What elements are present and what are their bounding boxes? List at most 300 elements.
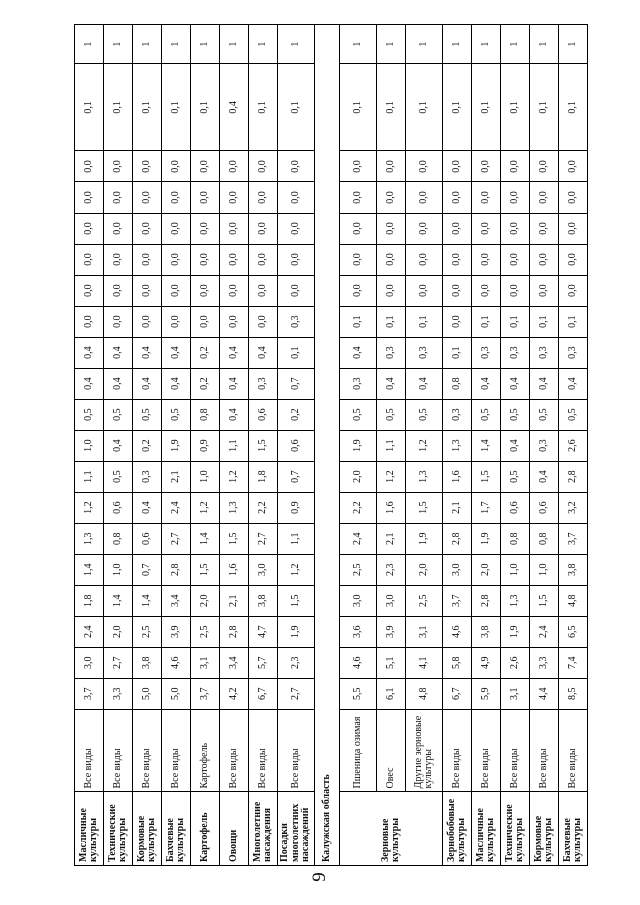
value-cell: 0,1 — [559, 64, 588, 151]
value-cell: 0,0 — [340, 244, 377, 275]
value-cell: 0,5 — [472, 399, 501, 430]
value-cell: 1,2 — [191, 492, 220, 523]
value-cell: 0,0 — [104, 275, 133, 306]
value-cell: 2,8 — [220, 616, 249, 647]
value-cell: 2,0 — [191, 585, 220, 616]
value-cell: 0,1 — [530, 306, 559, 337]
value-cell: 0,0 — [75, 182, 104, 213]
value-cell: 2,7 — [249, 523, 278, 554]
value-cell: 0,0 — [406, 182, 443, 213]
value-cell: 0,1 — [191, 64, 220, 151]
crop-name: Зернобобовые культуры — [443, 792, 472, 866]
value-cell: 0,0 — [501, 213, 530, 244]
value-cell: 0,1 — [340, 306, 377, 337]
value-cell: 0,5 — [501, 461, 530, 492]
value-cell: 0,0 — [278, 275, 315, 306]
value-cell: 3,4 — [162, 585, 191, 616]
value-cell: 0,0 — [559, 244, 588, 275]
value-cell: 1 — [501, 25, 530, 64]
value-cell: 0,5 — [162, 399, 191, 430]
value-cell: 3,0 — [249, 554, 278, 585]
value-cell: 0,3 — [340, 368, 377, 399]
value-cell: 3,1 — [406, 616, 443, 647]
value-cell: 0,6 — [501, 492, 530, 523]
value-cell: 0,4 — [501, 430, 530, 461]
crop-kind: Все виды — [249, 709, 278, 792]
value-cell: 1,0 — [530, 554, 559, 585]
value-cell: 1,1 — [377, 430, 406, 461]
value-cell: 1,8 — [249, 461, 278, 492]
value-cell: 1 — [559, 25, 588, 64]
value-cell: 3,7 — [75, 678, 104, 709]
value-cell: 1,5 — [278, 585, 315, 616]
value-cell: 3,3 — [530, 647, 559, 678]
value-cell: 1 — [443, 25, 472, 64]
value-cell: 1,6 — [443, 461, 472, 492]
value-cell: 2,1 — [377, 523, 406, 554]
table-row — [315, 25, 340, 866]
value-cell: 1,9 — [278, 616, 315, 647]
value-cell: 1,4 — [104, 585, 133, 616]
value-cell: 0,8 — [530, 523, 559, 554]
value-cell: 0,4 — [133, 368, 162, 399]
table-row — [559, 25, 588, 866]
value-cell: 1,2 — [278, 554, 315, 585]
value-cell: 0,5 — [104, 399, 133, 430]
value-cell: 1,3 — [443, 430, 472, 461]
table-row — [191, 25, 220, 866]
value-cell: 5,5 — [340, 678, 377, 709]
value-cell: 0,0 — [278, 151, 315, 182]
value-cell: 1 — [133, 25, 162, 64]
value-cell: 3,7 — [443, 585, 472, 616]
damage-coefficients-table — [74, 24, 588, 866]
value-cell: 0,8 — [191, 399, 220, 430]
value-cell: 0,0 — [249, 306, 278, 337]
value-cell: 0,1 — [377, 306, 406, 337]
value-cell: 0,6 — [104, 492, 133, 523]
value-cell: 5,1 — [377, 647, 406, 678]
value-cell: 3,8 — [559, 554, 588, 585]
value-cell: 4,7 — [249, 616, 278, 647]
value-cell: 2,3 — [377, 554, 406, 585]
value-cell: 0,0 — [104, 213, 133, 244]
value-cell: 0,0 — [104, 244, 133, 275]
table-row — [472, 25, 501, 866]
value-cell: 1,4 — [75, 554, 104, 585]
value-cell: 6,5 — [559, 616, 588, 647]
value-cell: 0,4 — [162, 368, 191, 399]
value-cell: 2,8 — [559, 461, 588, 492]
value-cell: 7,4 — [559, 647, 588, 678]
table-row — [249, 25, 278, 866]
value-cell: 0,0 — [443, 213, 472, 244]
value-cell: 0,0 — [472, 182, 501, 213]
value-cell: 0,0 — [220, 244, 249, 275]
value-cell: 0,2 — [278, 399, 315, 430]
value-cell: 6,7 — [443, 678, 472, 709]
value-cell: 0,0 — [530, 244, 559, 275]
value-cell: 0,0 — [443, 244, 472, 275]
table-row — [220, 25, 249, 866]
value-cell: 0,0 — [104, 151, 133, 182]
crop-name: Кормовые культуры — [530, 792, 559, 866]
value-cell: 0,0 — [406, 244, 443, 275]
value-cell: 1,3 — [75, 523, 104, 554]
value-cell: 0,4 — [133, 337, 162, 368]
value-cell: 0,0 — [472, 275, 501, 306]
value-cell: 0,3 — [472, 337, 501, 368]
value-cell: 4,6 — [340, 647, 377, 678]
value-cell: 1,4 — [133, 585, 162, 616]
value-cell: 3,1 — [191, 647, 220, 678]
value-cell: 0,0 — [501, 275, 530, 306]
value-cell: 1,7 — [472, 492, 501, 523]
value-cell: 0,0 — [249, 275, 278, 306]
value-cell: 2,8 — [443, 523, 472, 554]
value-cell: 0,1 — [340, 64, 377, 151]
value-cell: 0,0 — [278, 182, 315, 213]
value-cell: 0,1 — [162, 64, 191, 151]
value-cell: 1,5 — [191, 554, 220, 585]
value-cell: 1 — [278, 25, 315, 64]
value-cell: 2,8 — [162, 554, 191, 585]
value-cell: 2,5 — [133, 616, 162, 647]
crop-kind: Все виды — [278, 709, 315, 792]
value-cell: 0,1 — [406, 306, 443, 337]
value-cell: 0,0 — [377, 213, 406, 244]
value-cell: 1,5 — [249, 430, 278, 461]
value-cell: 4,6 — [443, 616, 472, 647]
value-cell: 0,4 — [406, 368, 443, 399]
value-cell: 0,0 — [75, 275, 104, 306]
value-cell: 3,8 — [472, 616, 501, 647]
value-cell: 0,6 — [530, 492, 559, 523]
value-cell: 1,4 — [472, 430, 501, 461]
crop-name: Посадки многолетних насаждений — [278, 792, 315, 866]
value-cell: 0,0 — [220, 151, 249, 182]
table-row — [377, 25, 406, 866]
value-cell: 1 — [530, 25, 559, 64]
table-row — [133, 25, 162, 866]
value-cell: 1 — [340, 25, 377, 64]
value-cell: 0,2 — [191, 368, 220, 399]
crop-kind: Все виды — [443, 709, 472, 792]
value-cell: 2,4 — [162, 492, 191, 523]
value-cell: 0,1 — [472, 306, 501, 337]
value-cell: 0,0 — [530, 213, 559, 244]
value-cell: 4,8 — [559, 585, 588, 616]
value-cell: 1,5 — [406, 492, 443, 523]
value-cell: 0,3 — [530, 337, 559, 368]
value-cell: 0,1 — [278, 64, 315, 151]
value-cell: 0,0 — [377, 151, 406, 182]
value-cell: 5,0 — [162, 678, 191, 709]
value-cell: 1,1 — [278, 523, 315, 554]
crop-kind: Все виды — [472, 709, 501, 792]
value-cell: 0,0 — [133, 213, 162, 244]
value-cell: 0,0 — [133, 244, 162, 275]
crop-kind: Все виды — [220, 709, 249, 792]
value-cell: 0,5 — [406, 399, 443, 430]
value-cell: 0,5 — [104, 461, 133, 492]
value-cell: 5,7 — [249, 647, 278, 678]
value-cell: 1,3 — [220, 492, 249, 523]
value-cell: 0,3 — [278, 306, 315, 337]
value-cell: 2,0 — [472, 554, 501, 585]
value-cell: 0,4 — [377, 368, 406, 399]
value-cell: 2,0 — [340, 461, 377, 492]
value-cell: 1,2 — [377, 461, 406, 492]
value-cell: 0,1 — [377, 64, 406, 151]
value-cell: 0,0 — [501, 151, 530, 182]
value-cell: 0,3 — [377, 337, 406, 368]
region-label: Калужская область — [315, 709, 340, 865]
value-cell: 0,0 — [340, 182, 377, 213]
value-cell: 0,4 — [220, 368, 249, 399]
value-cell: 0,0 — [278, 244, 315, 275]
value-cell: 1 — [377, 25, 406, 64]
value-cell: 0,0 — [249, 182, 278, 213]
value-cell: 0,7 — [278, 461, 315, 492]
value-cell: 0,0 — [443, 306, 472, 337]
value-cell: 0,3 — [249, 368, 278, 399]
value-cell: 0,4 — [220, 337, 249, 368]
value-cell: 1,9 — [162, 430, 191, 461]
value-cell: 1,0 — [104, 554, 133, 585]
value-cell: 4,2 — [220, 678, 249, 709]
value-cell: 0,6 — [278, 430, 315, 461]
value-cell: 1 — [249, 25, 278, 64]
value-cell: 0,4 — [162, 337, 191, 368]
value-cell: 0,0 — [162, 306, 191, 337]
value-cell: 4,1 — [406, 647, 443, 678]
value-cell: 4,9 — [472, 647, 501, 678]
crop-name: Зерновые культуры — [340, 792, 443, 866]
value-cell: 2,1 — [220, 585, 249, 616]
value-cell: 0,0 — [133, 151, 162, 182]
table-body — [75, 25, 588, 866]
value-cell: 3,7 — [191, 678, 220, 709]
value-cell: 0,0 — [377, 182, 406, 213]
value-cell: 0,0 — [406, 275, 443, 306]
value-cell: 0,0 — [501, 244, 530, 275]
value-cell: 0,0 — [191, 306, 220, 337]
value-cell: 0,4 — [75, 368, 104, 399]
value-cell: 0,8 — [501, 523, 530, 554]
crop-name: Бахчевые культуры — [559, 792, 588, 866]
value-cell: 0,0 — [220, 213, 249, 244]
value-cell: 0,6 — [249, 399, 278, 430]
value-cell: 0,8 — [104, 523, 133, 554]
value-cell: 0,4 — [340, 337, 377, 368]
value-cell: 0,0 — [162, 213, 191, 244]
crop-name: Масличные культуры — [75, 792, 104, 866]
value-cell: 0,0 — [340, 275, 377, 306]
value-cell: 1,1 — [220, 430, 249, 461]
crop-name: Овощи — [220, 792, 249, 866]
value-cell: 1,6 — [377, 492, 406, 523]
value-cell: 3,6 — [340, 616, 377, 647]
value-cell: 0,0 — [104, 182, 133, 213]
value-cell: 5,8 — [443, 647, 472, 678]
value-cell: 0,1 — [501, 64, 530, 151]
value-cell: 1,2 — [220, 461, 249, 492]
value-cell: 0,3 — [501, 337, 530, 368]
value-cell: 0,1 — [406, 64, 443, 151]
value-cell: 0,6 — [133, 523, 162, 554]
value-cell: 1,2 — [75, 492, 104, 523]
value-cell: 0,0 — [191, 182, 220, 213]
value-cell: 1,9 — [406, 523, 443, 554]
value-cell: 0,0 — [191, 275, 220, 306]
crop-kind: Картофель — [191, 709, 220, 792]
value-cell: 3,9 — [162, 616, 191, 647]
value-cell: 0,0 — [191, 151, 220, 182]
value-cell: 0,1 — [278, 337, 315, 368]
crop-kind: Все виды — [104, 709, 133, 792]
value-cell: 0,0 — [75, 213, 104, 244]
value-cell: 0,0 — [501, 182, 530, 213]
value-cell: 2,4 — [530, 616, 559, 647]
value-cell: 0,0 — [530, 275, 559, 306]
value-cell: 0,0 — [191, 244, 220, 275]
value-cell: 0,0 — [249, 213, 278, 244]
value-cell: 3,0 — [75, 647, 104, 678]
value-cell: 4,6 — [162, 647, 191, 678]
crop-kind: Все виды — [501, 709, 530, 792]
value-cell: 0,0 — [530, 151, 559, 182]
value-cell: 0,0 — [530, 182, 559, 213]
value-cell: 3,9 — [377, 616, 406, 647]
value-cell: 0,1 — [443, 64, 472, 151]
value-cell: 0,3 — [559, 337, 588, 368]
value-cell: 0,0 — [278, 213, 315, 244]
value-cell: 0,5 — [501, 399, 530, 430]
crop-kind: Все виды — [75, 709, 104, 792]
value-cell: 1,5 — [530, 585, 559, 616]
value-cell: 0,0 — [472, 244, 501, 275]
value-cell: 0,0 — [406, 213, 443, 244]
value-cell: 0,0 — [75, 244, 104, 275]
value-cell: 0,1 — [559, 306, 588, 337]
value-cell: 0,1 — [530, 64, 559, 151]
value-cell: 0,0 — [249, 244, 278, 275]
value-cell: 0,0 — [559, 213, 588, 244]
value-cell: 0,1 — [501, 306, 530, 337]
value-cell: 2,8 — [472, 585, 501, 616]
value-cell: 2,2 — [340, 492, 377, 523]
value-cell: 0,8 — [443, 368, 472, 399]
value-cell: 6,7 — [249, 678, 278, 709]
value-cell: 6,1 — [377, 678, 406, 709]
value-cell: 1,5 — [220, 523, 249, 554]
value-cell: 1,0 — [75, 430, 104, 461]
value-cell: 2,0 — [406, 554, 443, 585]
value-cell: 0,0 — [559, 275, 588, 306]
crop-name: Технические культуры — [104, 792, 133, 866]
crop-kind: Все виды — [162, 709, 191, 792]
value-cell: 0,5 — [559, 399, 588, 430]
value-cell: 0,0 — [406, 151, 443, 182]
value-cell: 0,4 — [133, 492, 162, 523]
value-cell: 0,1 — [443, 337, 472, 368]
value-cell: 3,0 — [377, 585, 406, 616]
value-cell: 0,0 — [75, 306, 104, 337]
value-cell: 1,0 — [191, 461, 220, 492]
value-cell: 0,0 — [377, 244, 406, 275]
value-cell: 0,1 — [133, 64, 162, 151]
value-cell: 0,0 — [377, 275, 406, 306]
value-cell: 1,6 — [220, 554, 249, 585]
value-cell: 2,1 — [162, 461, 191, 492]
value-cell: 1,2 — [406, 430, 443, 461]
value-cell: 5,9 — [472, 678, 501, 709]
value-cell: 0,4 — [472, 368, 501, 399]
value-cell: 0,0 — [191, 213, 220, 244]
value-cell: 0,3 — [133, 461, 162, 492]
value-cell: 1,5 — [472, 461, 501, 492]
value-cell: 2,5 — [340, 554, 377, 585]
value-cell: 0,9 — [191, 430, 220, 461]
value-cell: 1 — [75, 25, 104, 64]
value-cell: 1,9 — [340, 430, 377, 461]
value-cell: 2,5 — [191, 616, 220, 647]
value-cell: 3,2 — [559, 492, 588, 523]
value-cell: 2,5 — [406, 585, 443, 616]
value-cell: 0,9 — [278, 492, 315, 523]
crop-name: Бахчевые культуры — [162, 792, 191, 866]
value-cell: 0,5 — [377, 399, 406, 430]
value-cell: 0,0 — [162, 151, 191, 182]
value-cell: 0,0 — [559, 151, 588, 182]
value-cell: 3,3 — [104, 678, 133, 709]
value-cell: 0,5 — [133, 399, 162, 430]
value-cell: 2,6 — [501, 647, 530, 678]
table-row — [104, 25, 133, 866]
table-row — [75, 25, 104, 866]
value-cell: 3,8 — [249, 585, 278, 616]
value-cell: 0,0 — [443, 275, 472, 306]
rotated-table-container — [74, 24, 609, 866]
value-cell: 3,7 — [559, 523, 588, 554]
value-cell: 3,8 — [133, 647, 162, 678]
crop-kind: Другие зерновые культуры — [406, 709, 443, 792]
table-row — [443, 25, 472, 866]
value-cell: 1 — [162, 25, 191, 64]
value-cell: 0,4 — [104, 430, 133, 461]
page-number: 9 — [309, 872, 330, 882]
value-cell: 0,0 — [220, 275, 249, 306]
value-cell: 5,0 — [133, 678, 162, 709]
crop-name: Кормовые культуры — [133, 792, 162, 866]
value-cell: 8,5 — [559, 678, 588, 709]
value-cell: 0,0 — [559, 182, 588, 213]
value-cell: 2,2 — [249, 492, 278, 523]
crop-kind: Пшеница озимая — [340, 709, 377, 792]
table-row — [162, 25, 191, 866]
crop-kind: Все виды — [559, 709, 588, 792]
value-cell: 1,0 — [501, 554, 530, 585]
value-cell: 0,0 — [472, 151, 501, 182]
value-cell: 0,4 — [75, 337, 104, 368]
value-cell: 0,0 — [133, 275, 162, 306]
value-cell: 3,0 — [443, 554, 472, 585]
value-cell: 0,0 — [443, 182, 472, 213]
value-cell: 0,4 — [104, 337, 133, 368]
value-cell: 2,7 — [278, 678, 315, 709]
value-cell: 0,4 — [220, 64, 249, 151]
